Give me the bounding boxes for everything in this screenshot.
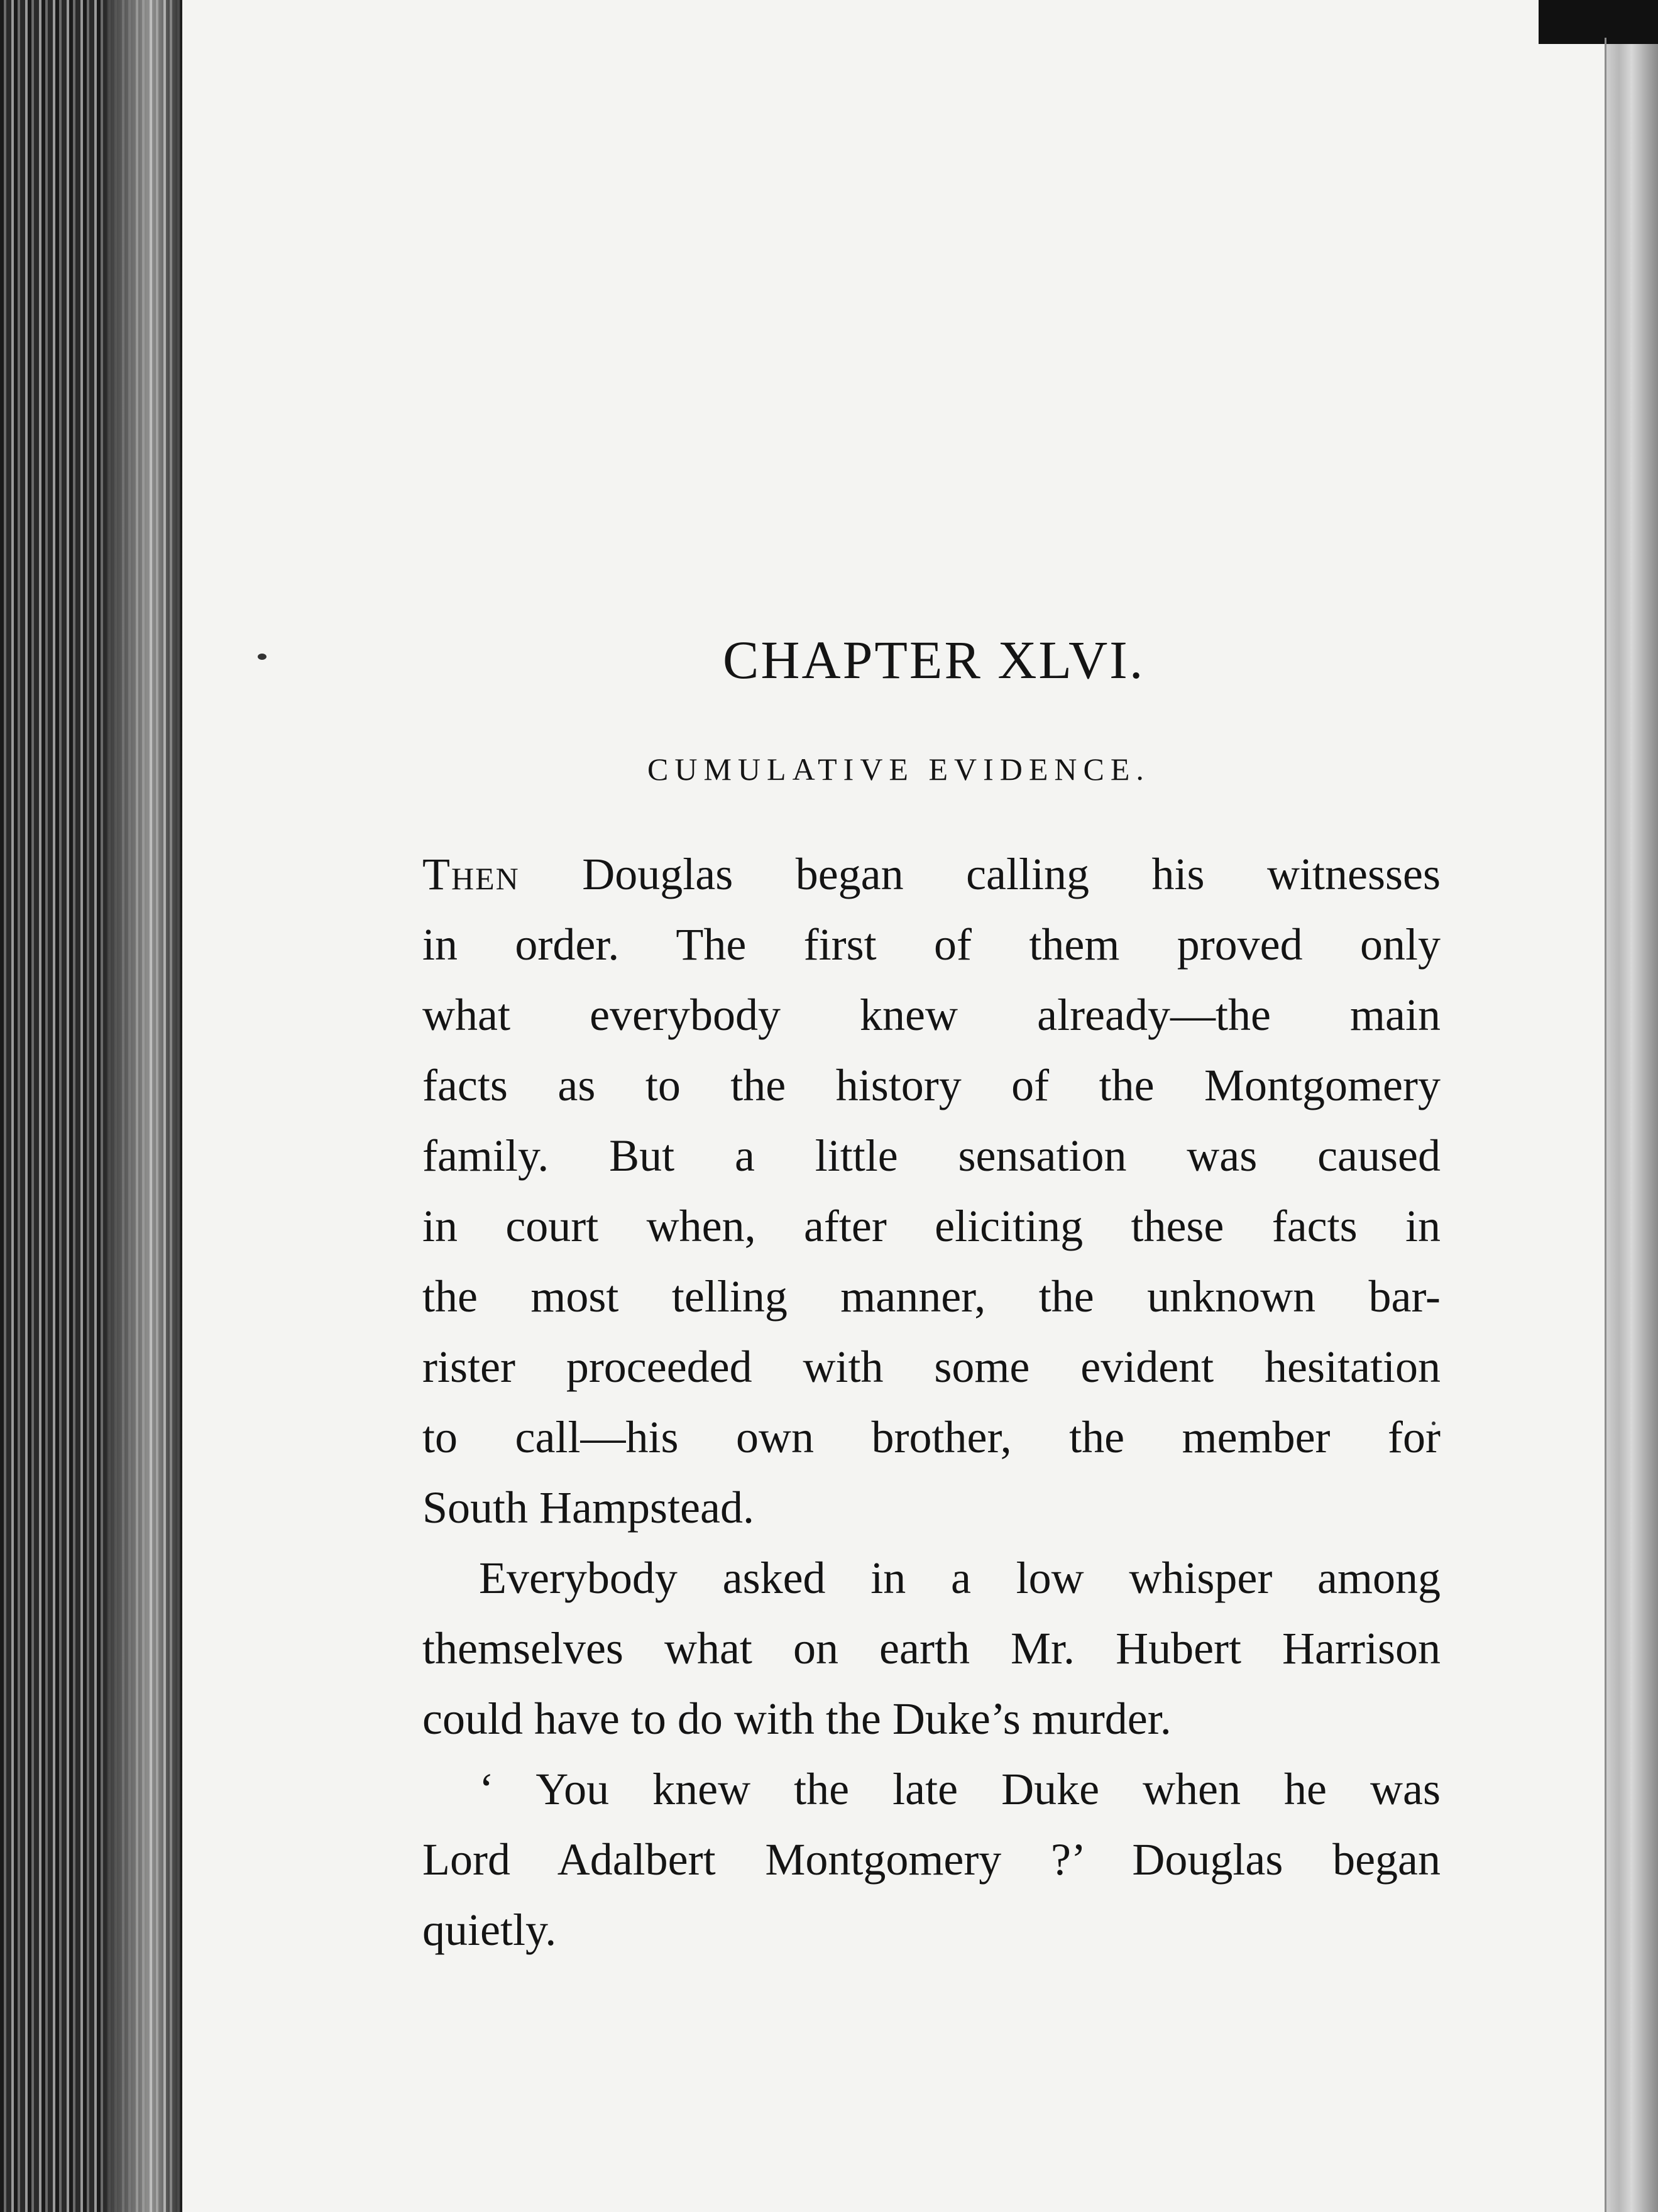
paragraph xyxy=(422,1543,1441,1754)
text-line: Lord Adalbert Montgomery ?’ Douglas began xyxy=(422,1834,1441,1885)
text-line: Everybody asked in a low whisper among xyxy=(479,1553,1441,1603)
chapter-subtitle: CUMULATIVE EVIDENCE. xyxy=(647,752,1150,787)
text-line: what everybody knew already—the main xyxy=(422,990,1441,1040)
paragraph xyxy=(422,839,1441,1543)
text-line: in order. The first of them proved only xyxy=(422,919,1441,970)
paragraph xyxy=(422,1754,1441,1965)
text-line: the most telling manner, the unknown bar- xyxy=(422,1271,1441,1322)
text-line: rister proceeded with some evident hesitation xyxy=(422,1342,1441,1392)
chapter-body xyxy=(422,839,1441,1965)
text-line: themselves what on earth Mr. Hubert Harrison xyxy=(422,1623,1441,1673)
text-line: ‘ You knew the late Duke when he was xyxy=(479,1764,1441,1814)
drop-word: Then xyxy=(422,849,520,899)
text-line: Then Douglas began calling his witnesses xyxy=(422,849,1441,899)
text-line: facts as to the history of the Montgomery xyxy=(422,1060,1441,1110)
text-line: South Hampstead. xyxy=(422,1482,754,1533)
text-line: to call—his own brother, the member for xyxy=(422,1412,1441,1462)
text-line: in court when, after eliciting these facts in xyxy=(422,1201,1441,1251)
text-line: could have to do with the Duke’s murder. xyxy=(422,1694,1172,1744)
chapter-title: CHAPTER XLVI. xyxy=(723,630,1145,690)
text-line: quietly. xyxy=(422,1905,557,1955)
text-line: family. But a little sensation was caused xyxy=(422,1131,1441,1181)
